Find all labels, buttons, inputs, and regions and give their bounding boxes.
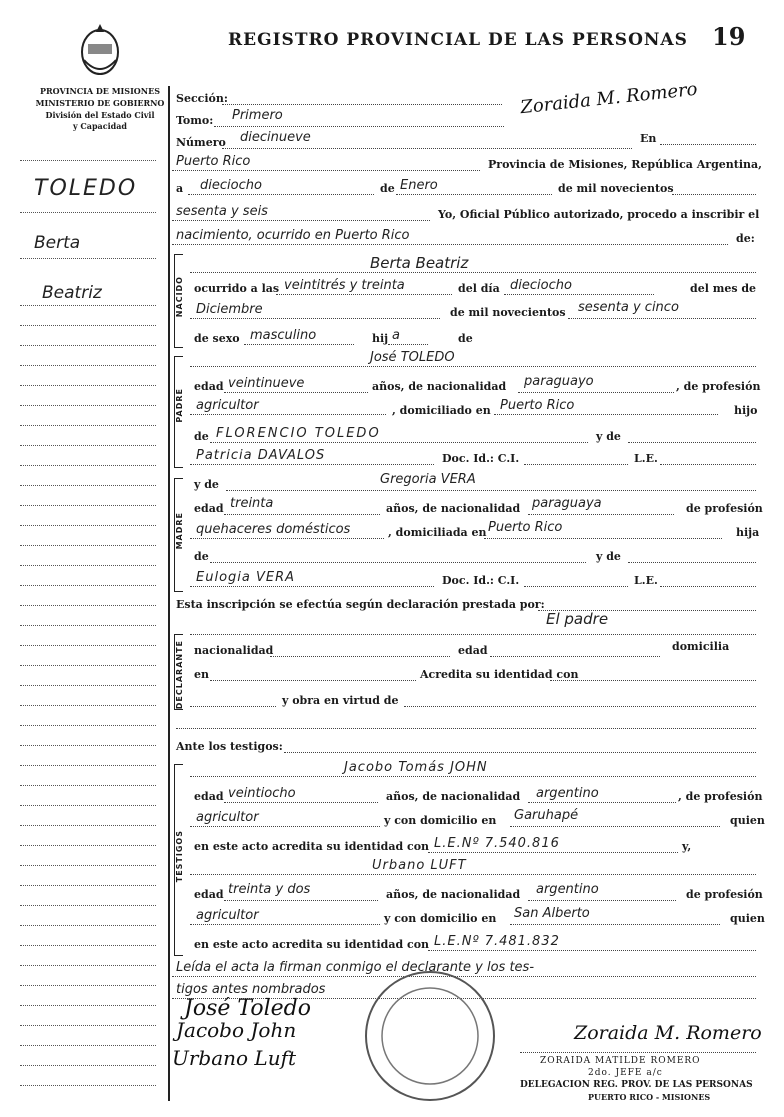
provincia-label: Provincia de Misiones, República Argentina, [488,158,763,171]
declarante-section-label: DECLARANTE [175,640,184,710]
hija-label: hija [736,526,760,539]
padre-dom-label: , domiciliado en [392,404,491,417]
testigo2-nombre: Urbano LUFT [372,858,467,873]
de-mil-novecientos-label: de mil novecientos [558,182,674,195]
del-mes-label: del mes de [690,282,757,295]
division-label-2: y Capacidad [72,121,128,131]
declarante-value: El padre [546,610,609,628]
lectura-line-1: Leída el acta la firman conmigo el declarante y los tes- [176,960,535,975]
decl-obra-label: y obra en virtud de [282,694,399,707]
official-place: PUERTO RICO - MISIONES [588,1092,711,1102]
lugar-value: Puerto Rico [176,154,251,169]
t2-edad-label: edad [194,888,224,901]
hij-label: hij [372,332,389,345]
hijo-label: hijo [734,404,758,417]
yo-oficial-label: Yo, Oficial Público autorizado, procedo a inscribir el [438,208,760,221]
padre-padre-value: FLORENCIO TOLEDO [216,426,381,441]
mes-value: Enero [400,178,438,193]
de-sexo-label: de sexo [194,332,240,345]
madre-madre-value: Eulogia VERA [196,570,296,585]
testigo1-dom: Garuhapé [514,808,579,823]
padre-madre-value: Patricia DAVALOS [196,448,326,463]
acto-value: nacimiento, ocurrido en Puerto Rico [176,228,410,243]
signature-testigo-1: Jacobo John [176,1018,297,1042]
t1-y-label: y, [682,840,692,853]
anio-value: sesenta y seis [176,204,268,219]
tomo-value: Primero [232,108,283,123]
t2-quien-label: quien [730,912,765,925]
page-title: REGISTRO PROVINCIAL DE LAS PERSONAS [228,30,688,50]
numero-label: Número [176,136,226,149]
padre-nac-label: años, de nacionalidad [372,380,507,393]
official-role: 2do. JEFE a/c [588,1068,663,1078]
page-number: 19 [712,22,746,51]
nacido-section-label: NACIDO [175,276,184,318]
padre-prof-value: agricultor [196,398,259,413]
t1-prof-label: , de profesión [678,790,763,803]
signature-official: Zoraida M. Romero [574,1022,762,1044]
ministry-label: MINISTERIO DE GOBIERNO [35,98,165,108]
padre-prof-label: , de profesión [676,380,761,393]
province-label: PROVINCIA DE MISIONES [40,86,160,96]
t2-prof-label: de profesión [686,888,763,901]
official-signature-top: Zoraida M. Romero [519,78,699,119]
madre-dom-value: Puerto Rico [488,520,563,535]
t1-quien-label: quien [730,814,765,827]
testigo1-doc: L.E.Nº 7.540.816 [434,836,560,851]
del-dia-label: del día [458,282,500,295]
tomo-label: Tomo: [176,114,214,127]
sidebar-name-1: Berta [34,233,81,253]
padre-nac-value: paraguayo [524,374,594,389]
sexo-value: masculino [250,328,317,343]
ante-testigos-label: Ante los testigos: [176,740,283,753]
t2-dom-label: y con domicilio en [384,912,497,925]
sidebar-name-2: Beatriz [42,283,102,303]
madre-y-de-label-2: y de [596,550,621,563]
madre-dom-label: , domiciliada en [388,526,487,539]
testigo1-prof: agricultor [196,810,259,825]
decl-en-label: en [194,668,209,681]
a-label: a [176,182,184,195]
dia-nac-value: dieciocho [510,278,572,293]
padre-dom-value: Puerto Rico [500,398,575,413]
t2-nac-label: años, de nacionalidad [386,888,521,901]
testigo1-nombre: Jacobo Tomás JOHN [344,760,488,775]
testigo1-edad: veintiocho [228,786,296,801]
t1-edad-label: edad [194,790,224,803]
decl-nac-label: nacionalidad [194,644,274,657]
testigo2-doc: L.E.Nº 7.481.832 [434,934,560,949]
padre-section-label: PADRE [175,388,184,423]
padre-nombre: José TOLEDO [370,350,455,365]
decl-edad-label: edad [458,644,488,657]
de-colon-label: de: [736,232,755,245]
madre-edad-label: edad [194,502,224,515]
testigo1-nac: argentino [536,786,599,801]
t2-acredita-label: en este acto acredita su identidad con [194,938,430,951]
hij-suffix: a [392,328,400,343]
signature-testigo-2: Urbano Luft [172,1046,297,1070]
t1-dom-label: y con domicilio en [384,814,497,827]
testigo2-prof: agricultor [196,908,259,923]
padre-y-de-label: y de [596,430,621,443]
lectura-line-2: tigos antes nombrados [176,982,326,997]
decl-acredita-label: Acredita su identidad con [420,668,579,681]
en-label: En [640,132,657,145]
sidebar-divider [168,86,170,1101]
testigo2-nac: argentino [536,882,599,897]
padre-edad-value: veintinueve [228,376,305,391]
madre-nac-label: años, de nacionalidad [386,502,521,515]
testigos-section-label: TESTIGOS [175,830,184,883]
hora-value: veintitrés y treinta [284,278,405,293]
madre-de-label: de [194,550,209,563]
decl-domicilia-label: domicilia [672,640,730,653]
padre-de-label: de [194,430,209,443]
padre-edad-label: edad [194,380,224,393]
seccion-label: Sección: [176,92,228,105]
madre-edad-value: treinta [230,496,274,511]
mes-nac-value: Diciembre [196,302,263,317]
official-stamp [362,968,498,1104]
esta-inscripcion-label: Esta inscripción se efectúa según declaración prestada por: [176,598,545,611]
madre-prof-value: quehaceres domésticos [196,522,351,537]
official-office: DELEGACION REG. PROV. DE LAS PERSONAS [520,1080,753,1090]
t1-acredita-label: en este acto acredita su identidad con [194,840,430,853]
madre-y-de-label: y de [194,478,219,491]
madre-nombre: Gregoria VERA [380,472,476,487]
padre-doc-label: Doc. Id.: C.I. [442,452,520,465]
division-label: División del Estado Civil [45,110,155,120]
signature-declarante: José Toledo [184,996,311,1021]
coat-of-arms [78,20,122,78]
nacido-nombre: Berta Beatriz [370,254,469,272]
de-label: de [380,182,395,195]
de-mil-label-2: de mil novecientos [450,306,566,319]
testigo2-edad: treinta y dos [228,882,311,897]
de-label-nac: de [458,332,473,345]
official-name: ZORAIDA MATILDE ROMERO [540,1056,701,1066]
madre-section-label: MADRE [175,512,184,550]
padre-le-label: L.E. [634,452,658,465]
madre-doc-label: Doc. Id.: C.I. [442,574,520,587]
madre-nac-value: paraguaya [532,496,602,511]
testigo2-dom: San Alberto [514,906,590,921]
dia-value: dieciocho [200,178,262,193]
numero-value: diecinueve [240,130,311,145]
madre-le-label: L.E. [634,574,658,587]
anio-nac-value: sesenta y cinco [578,300,679,315]
madre-prof-label: de profesión [686,502,763,515]
t1-nac-label: años, de nacionalidad [386,790,521,803]
ocurrido-label: ocurrido a las [194,282,280,295]
sidebar-surname: TOLEDO [34,176,138,201]
